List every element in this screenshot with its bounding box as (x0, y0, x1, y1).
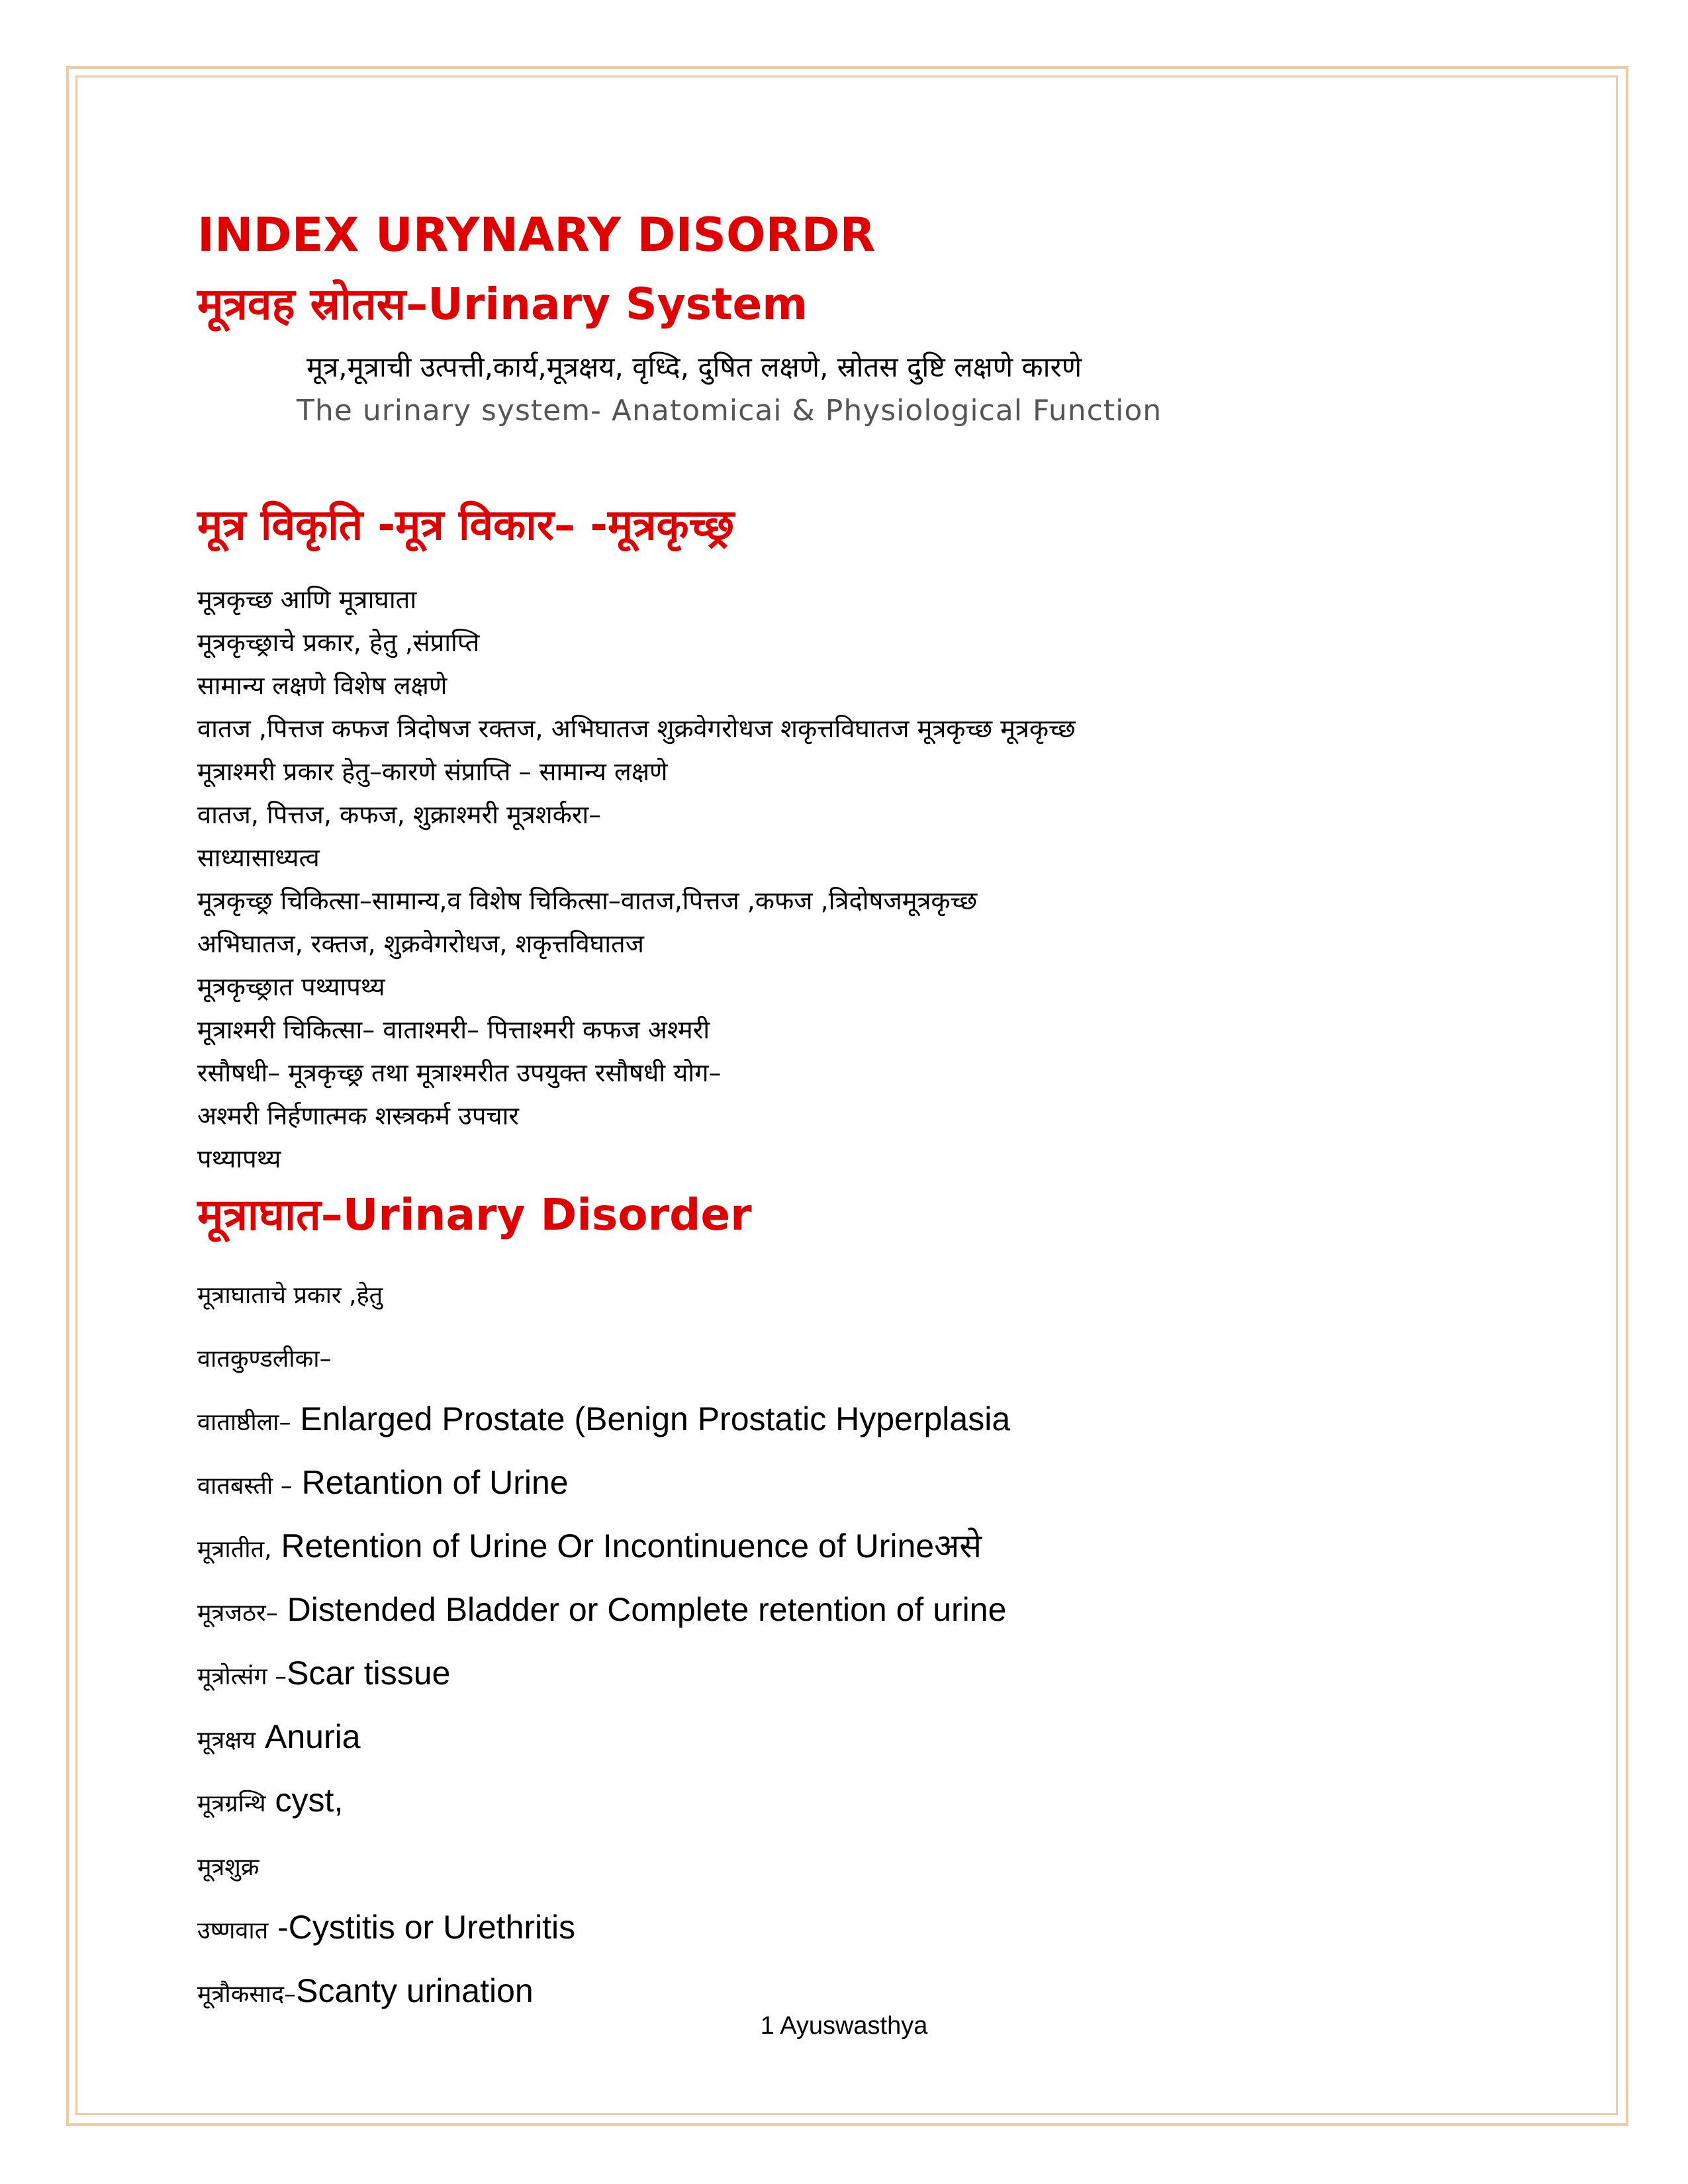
disorder-english: Scar tissue (287, 1655, 451, 1692)
list-item (197, 1455, 1554, 1518)
list-item: मूत्रकृच्छ्राचे प्रकार, हेतु ,संप्राप्ति (197, 628, 480, 657)
disorder-term: मूत्रजठर– (197, 1600, 278, 1627)
list-item: सामान्य लक्षणे विशेष लक्षणे (197, 671, 447, 700)
list-item (197, 1709, 1554, 1772)
list-item: मूत्रकृच्छ्र चिकित्सा–सामान्य,व विशेष चिकित्सा–वातज,पित्तज ,कफज ,त्रिदोषजमूत्रकृच्छ (197, 886, 978, 915)
page-content (197, 199, 1554, 2026)
list-item (197, 1899, 1554, 1963)
disorder-term: मूत्रौकसाद– (197, 1981, 297, 2008)
list-item: रसौषधी– मूत्रकृच्छ्र तथा मूत्राश्मरीत उपयुक्त रसौषधी योग– (197, 1058, 722, 1087)
urinary-disorder-list (197, 1264, 1554, 2026)
disorder-term: वातकुण्डलीका– (197, 1345, 332, 1373)
list-item: अश्मरी निर्हणात्मक शस्त्रकर्म उपचार (197, 1101, 519, 1130)
disorder-english: Enlarged Prostate (Benign Prostatic Hyperplasia (291, 1400, 1011, 1437)
mutra-vikruti-list (197, 578, 1554, 1181)
disorder-term: मूत्रक्षय (197, 1727, 256, 1754)
disorder-term: मूत्रातीत, (197, 1536, 272, 1563)
list-item: साध्यासाध्यत्व (197, 843, 320, 872)
list-item (197, 1391, 1554, 1455)
disorder-term: मूत्रशुक्र (197, 1854, 259, 1881)
disorder-term: मूत्रग्रन्थि (197, 1790, 266, 1817)
disorder-english: Retantion of Urine (292, 1464, 569, 1501)
list-item (197, 1836, 1554, 1899)
section-urinary-disorder-heading: मूत्राघात–Urinary Disorder (197, 1189, 752, 1240)
section-mutra-vikruti-heading: मूत्र विकृति -मूत्र विकार– -मूत्रकृच्छ्र (197, 501, 735, 550)
index-title: INDEX URYNARY DISORDR (197, 208, 876, 262)
disorder-term: वातबस्ती – (197, 1473, 293, 1500)
disorder-english: Anuria (256, 1718, 361, 1755)
disorder-term: मूत्रोत्संग – (197, 1663, 287, 1690)
list-item (197, 1645, 1554, 1709)
list-item: मूत्राश्मरी प्रकार हेतु–कारणे संप्राप्ति – सामान्य लक्षणे (197, 757, 668, 786)
list-item: वातज ,पित्तज कफज त्रिदोषज रक्तज, अभिघातज शुक्रवेगरोधज शकृत्तविघातज मूत्रकृच्छ मूत्रकृच्छ (197, 714, 1076, 743)
urinary-system-subtitle: The urinary system- Anatomicai & Physiological Function (297, 394, 1162, 428)
list-item (197, 1264, 1554, 1328)
disorder-english: Retention of Urine Or Incontinuence of Urineअसे (271, 1527, 982, 1565)
list-item: मूत्रकृच्छ्रात पथ्यापथ्य (197, 972, 385, 1001)
list-item: मूत्राश्मरी चिकित्सा– वाताश्मरी– पित्ताश्मरी कफज अश्मरी (197, 1015, 710, 1044)
urinary-system-topics: मूत्र,मूत्राची उत्पत्ती,कार्य,मूत्रक्षय, वृध्दि, दुषित लक्षणे, स्रोतस दुष्टि लक्षणे कारणे (306, 351, 1082, 383)
list-item: पथ्यापथ्य (197, 1144, 281, 1173)
disorder-english: cyst, (265, 1782, 344, 1819)
list-item: अभिघातज, रक्तज, शुक्रवेगरोधज, शकृत्तविघातज (197, 929, 644, 958)
disorder-english: -Cystitis or Urethritis (268, 1909, 576, 1946)
page-footer: 1 Ayuswasthya (760, 2012, 928, 2040)
section-urinary-system-heading: मूत्रवह स्रोतस–Urinary System (197, 279, 808, 330)
disorder-english: Distended Bladder or Complete retention of urine (277, 1591, 1007, 1628)
list-item (197, 1518, 1554, 1582)
list-item: वातज, पित्तज, कफज, शुक्राश्मरी मूत्रशर्करा– (197, 800, 602, 829)
list-item (197, 1328, 1554, 1391)
disorder-term: उष्णवात (197, 1917, 269, 1944)
disorder-term: वाताष्ठीला– (197, 1409, 291, 1436)
list-item (197, 1772, 1554, 1836)
list-item: मूत्रकृच्छ आणि मूत्राघाता (197, 585, 417, 614)
disorder-english: Scanty urination (296, 1972, 534, 2009)
list-item (197, 1582, 1554, 1645)
disorder-term: मूत्राघाताचे प्रकार ,हेतु (197, 1282, 383, 1309)
